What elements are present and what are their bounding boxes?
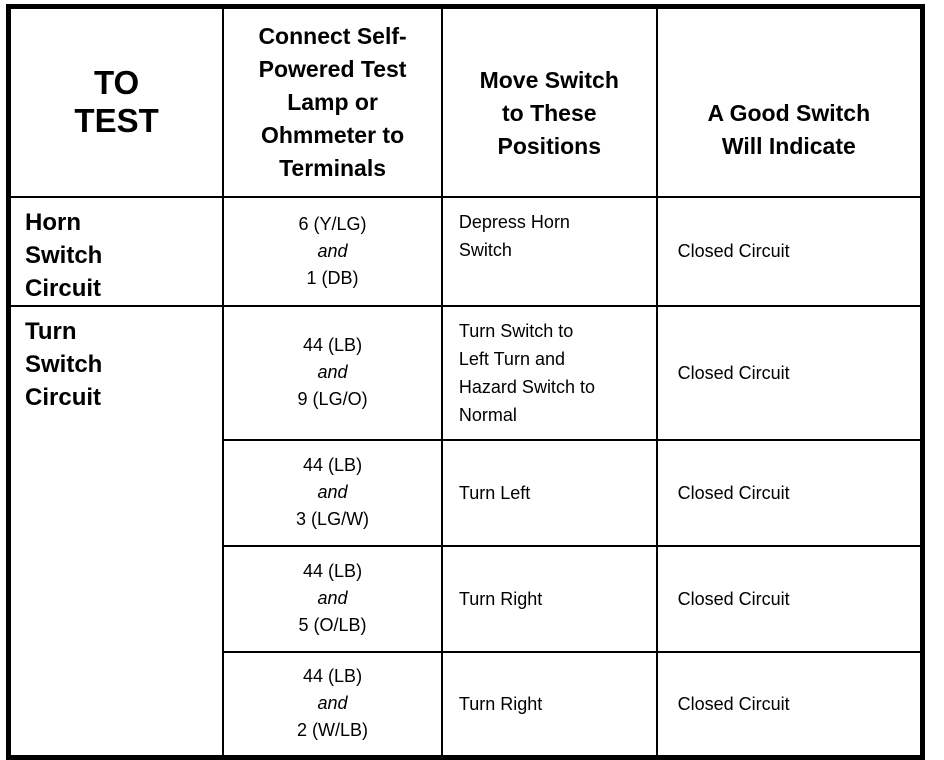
positions-cell	[442, 197, 657, 306]
test-name-line: Horn	[25, 208, 81, 236]
test-name-line: Circuit	[25, 383, 102, 411]
and-word: and	[317, 693, 348, 714]
switch-test-table	[6, 4, 925, 760]
test-name-line: Turn	[25, 317, 77, 345]
result-cell: Closed Circuit	[657, 306, 923, 440]
result-cell: Closed Circuit	[657, 440, 923, 546]
terminals-cell	[223, 546, 442, 652]
header-to-test	[9, 7, 224, 197]
table-row	[9, 306, 923, 440]
terminals-cell	[223, 197, 442, 306]
terminals-cell	[223, 306, 442, 440]
terminal-a: 6 (Y/LG)	[298, 213, 367, 234]
header-line: Positions	[497, 132, 602, 159]
header-line: A Good Switch	[707, 100, 871, 127]
terminals-cell	[223, 652, 442, 758]
header-line: to These	[501, 99, 597, 126]
header-good-switch	[657, 7, 923, 197]
terminal-b: 1 (DB)	[306, 267, 359, 288]
result-cell: Closed Circuit	[657, 546, 923, 652]
test-name-line: Switch	[25, 350, 103, 378]
position-line: Normal	[458, 404, 517, 425]
header-line: Move Switch	[479, 66, 619, 93]
header-move-switch	[442, 7, 657, 197]
terminal-b: 3 (LG/W)	[296, 509, 370, 529]
position-line: Switch	[458, 239, 512, 260]
header-line: Connect Self-	[258, 22, 407, 49]
positions-cell	[442, 546, 657, 652]
result-cell: Closed Circuit	[657, 197, 923, 306]
position-line: Depress Horn	[458, 211, 570, 232]
header-line: Ohmmeter to	[260, 121, 405, 148]
test-name-line: Circuit	[25, 274, 102, 302]
position-line: Hazard Switch to	[458, 376, 595, 397]
header-row	[9, 7, 923, 197]
header-line: Powered Test	[258, 55, 407, 82]
table-row	[9, 197, 923, 306]
terminal-b: 5 (O/LB)	[298, 615, 367, 635]
terminals-cell	[223, 440, 442, 546]
header-line: Lamp or	[287, 88, 378, 115]
positions-cell	[442, 652, 657, 758]
position-line: Turn Right	[458, 693, 543, 714]
test-name-turn	[9, 306, 224, 758]
terminal-a: 44 (LB)	[303, 335, 363, 355]
header-line: TEST	[74, 102, 159, 140]
position-line: Turn Right	[458, 588, 543, 609]
terminal-a: 44 (LB)	[303, 455, 363, 475]
position-line: Left Turn and	[458, 348, 565, 369]
header-line: Will Indicate	[721, 133, 856, 160]
header-line: Terminals	[279, 154, 387, 181]
result-cell: Closed Circuit	[657, 652, 923, 758]
terminal-b: 9 (LG/O)	[297, 389, 368, 409]
test-name-line: Switch	[25, 241, 103, 269]
and-word: and	[317, 362, 348, 382]
terminal-b: 2 (W/LB)	[297, 720, 369, 741]
header-connect-terminals	[223, 7, 442, 197]
positions-cell	[442, 440, 657, 546]
position-line: Turn Left	[458, 482, 531, 503]
position-line: Turn Switch to	[458, 320, 574, 341]
terminal-a: 44 (LB)	[303, 561, 363, 581]
terminal-a: 44 (LB)	[303, 666, 363, 687]
header-line: TO	[93, 64, 140, 102]
and-word: and	[317, 240, 348, 261]
test-name-horn	[9, 197, 224, 306]
and-word: and	[317, 482, 348, 502]
and-word: and	[317, 588, 348, 608]
positions-cell	[442, 306, 657, 440]
